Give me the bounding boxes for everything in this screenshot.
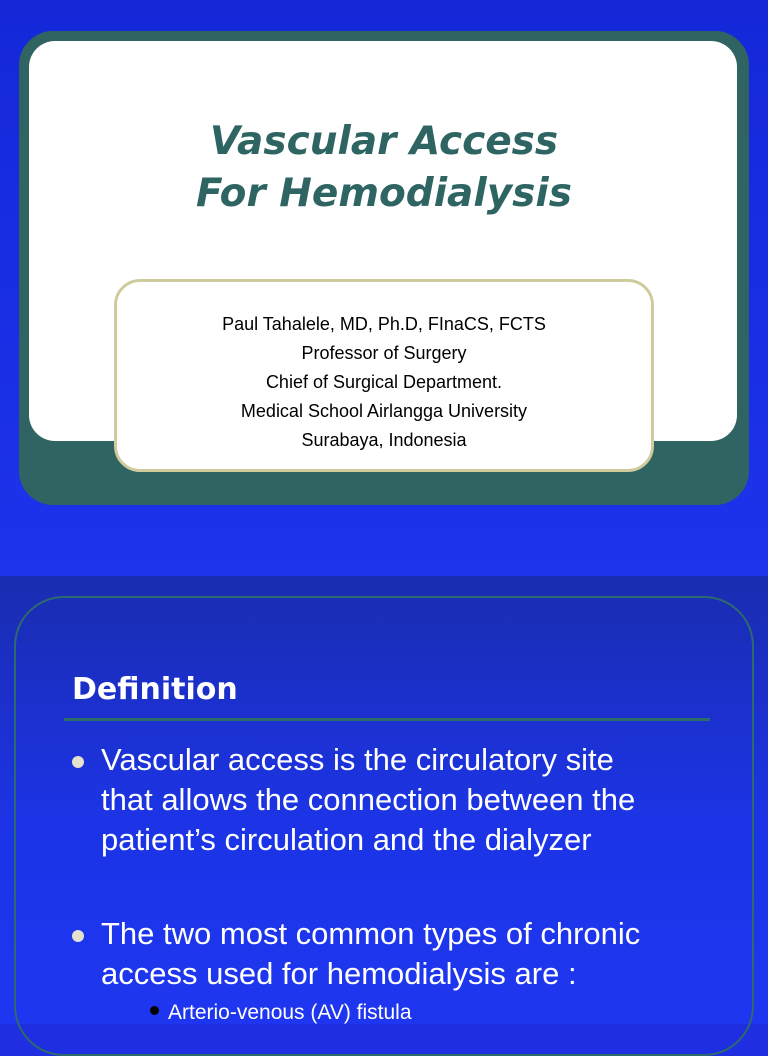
bullet-dot-icon bbox=[72, 930, 84, 942]
bullet-line: access used for hemodialysis are : bbox=[101, 956, 577, 991]
author-institution: Medical School Airlangga University bbox=[240, 401, 528, 421]
author-position: Professor of Surgery bbox=[301, 343, 467, 363]
author-info-box bbox=[114, 279, 654, 472]
bullet-line: that allows the connection between the bbox=[101, 782, 636, 817]
slide-2-definition bbox=[0, 576, 768, 1024]
bullet-dot-icon bbox=[72, 756, 84, 768]
sub-bullet-dot-icon bbox=[150, 1006, 159, 1015]
bullet-line: Vascular access is the circulatory site bbox=[101, 742, 614, 777]
author-location: Surabaya, Indonesia bbox=[301, 430, 467, 450]
bullet-line: The two most common types of chronic bbox=[101, 916, 641, 951]
heading-divider bbox=[64, 718, 710, 721]
bullet-line: patient’s circulation and the dialyzer bbox=[101, 822, 592, 857]
author-department: Chief of Surgical Department. bbox=[265, 372, 503, 392]
author-name: Paul Tahalele, MD, Ph.D, FInaCS, FCTS bbox=[222, 314, 546, 334]
bullet-text bbox=[101, 914, 721, 994]
sub-bullet-text: Arterio-venous (AV) fistula bbox=[168, 1001, 412, 1024]
title-line-2: For Hemodialysis bbox=[196, 171, 572, 216]
section-heading: Definition bbox=[72, 672, 238, 707]
bullet-text bbox=[101, 740, 721, 860]
slide-title bbox=[0, 116, 768, 220]
title-line-1: Vascular Access bbox=[209, 119, 559, 164]
